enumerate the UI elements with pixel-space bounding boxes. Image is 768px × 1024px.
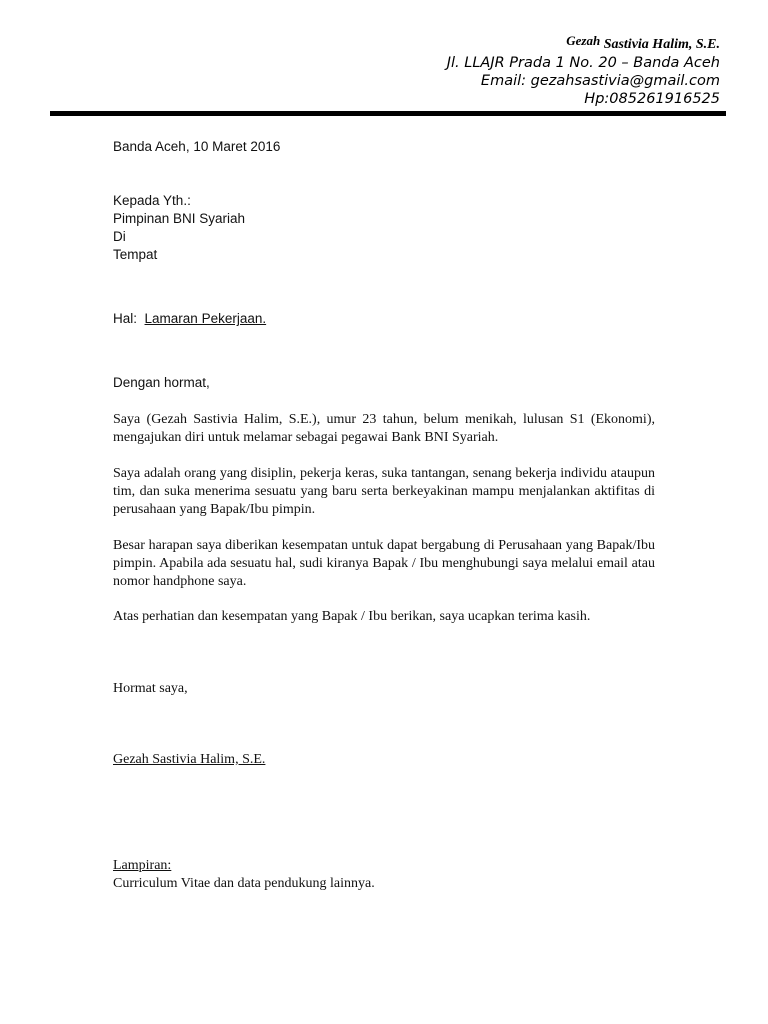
subject-text: Lamaran Pekerjaan. [144, 311, 267, 326]
attachment-label: Lampiran: [113, 858, 172, 873]
recipient-line: Di [113, 229, 126, 244]
attachment-text: Curriculum Vitae dan data pendukung lainnya. [113, 876, 375, 891]
body-paragraph-1: Saya (Gezah Sastivia Halim, S.E.), umur 23 tahun, belum menikah, lulusan S1 (Ekonomi), mengajukan diri untuk melamar sebagai pegawai Bank BNI Syariah. [113, 412, 655, 445]
sender-last-name: Sastivia Halim, S.E. [603, 37, 720, 52]
letter-date: Banda Aceh, 10 Maret 2016 [113, 139, 281, 154]
body-paragraph-3: Besar harapan saya diberikan kesempatan untuk dapat bergabung di Perusahaan yang Bapak/Ibu pimpin. Apabila ada sesuatu hal, sudi kiranya Bapak / Ibu menghubungi saya melalui email atau nomor handphone saya. [113, 538, 655, 589]
subject-line [113, 311, 266, 326]
sender-email: Email: gezahsastivia@gmail.com [480, 73, 720, 89]
recipient-line: Tempat [113, 247, 158, 262]
subject-label: Hal: [113, 311, 138, 326]
attachment-block [113, 857, 375, 893]
closing: Hormat saya, [113, 681, 188, 696]
sender-first-name: Gezah [566, 33, 601, 48]
recipient-block [113, 192, 245, 264]
greeting: Dengan hormat, [113, 375, 210, 390]
sender-name [447, 32, 720, 54]
letterhead-divider [50, 111, 726, 116]
letterhead [447, 32, 720, 108]
recipient-line: Pimpinan BNI Syariah [113, 211, 246, 226]
sender-address: Jl. LLAJR Prada 1 No. 20 – Banda Aceh [446, 55, 720, 71]
signature-name: Gezah Sastivia Halim, S.E. [113, 752, 266, 767]
body-paragraph-4: Atas perhatian dan kesempatan yang Bapak / Ibu berikan, saya ucapkan terima kasih. [113, 609, 591, 624]
body-paragraph-2: Saya adalah orang yang disiplin, pekerja keras, suka tantangan, senang bekerja individu ataupun tim, dan suka menerima sesuatu yang baru serta berkeyakinan mampu menjalankan aktifitas di perusahaan yang Bapak/Ibu pimpin. [113, 466, 655, 517]
sender-phone: Hp:085261916525 [584, 91, 720, 107]
recipient-line: Kepada Yth.: [113, 193, 191, 208]
